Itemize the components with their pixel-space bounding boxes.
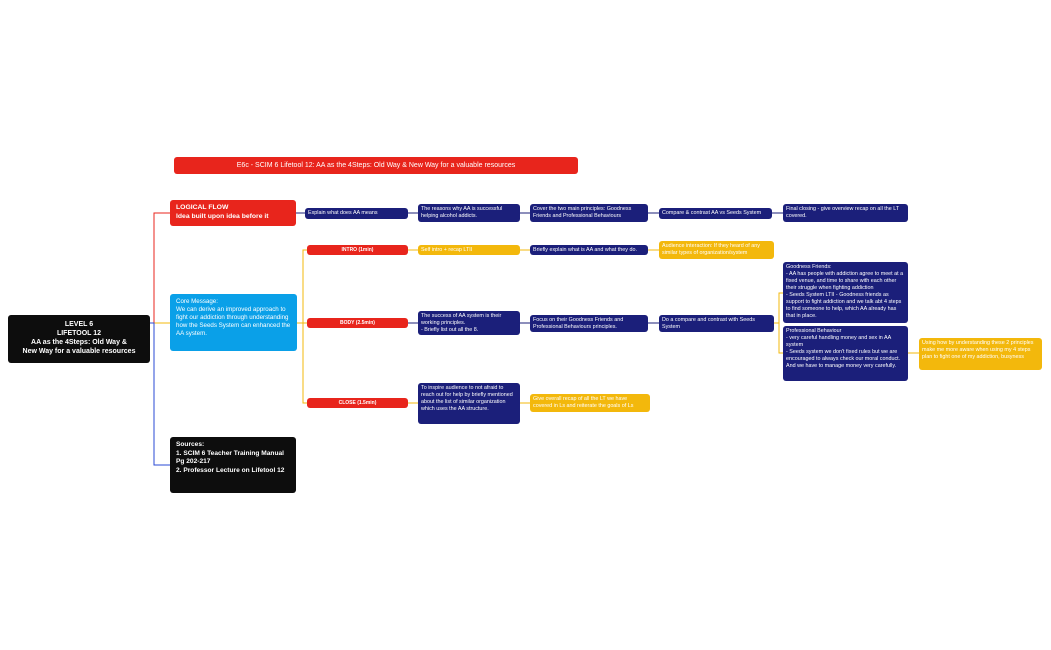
professional-behaviour-node[interactable]: Professional Behaviour - very careful handling money and sex in AA system - Seeds system we don't fixed rules but we are encouraged to always check our moral conduct. And we have to manage money very carefully. bbox=[783, 326, 908, 381]
body-success-principles[interactable]: The success of AA system is their working principles. - Briefly list out all the 8. bbox=[418, 311, 520, 335]
personal-reflection-note[interactable]: Using how by understanding these 2 principles make me more aware when using my 4 steps plan to fight one of my addiction, busyness bbox=[919, 338, 1042, 370]
intro-self-intro[interactable]: Self intro + recap LTII bbox=[418, 245, 520, 255]
sources-node[interactable]: Sources: 1. SCIM 6 Teacher Training Manual Pg 202-217 2. Professor Lecture on Lifetool 12 bbox=[170, 437, 296, 493]
intro-explain-aa[interactable]: Briefly explain what is AA and what they do. bbox=[530, 245, 648, 255]
flow-step-1[interactable]: Explain what does AA means bbox=[305, 208, 408, 219]
body-focus-principles[interactable]: Focus on their Goodness Friends and Professional Behaviours principles. bbox=[530, 315, 648, 332]
close-node[interactable]: CLOSE (1.5min) bbox=[307, 398, 408, 408]
body-node[interactable]: BODY (2.5min) bbox=[307, 318, 408, 328]
body-compare-contrast[interactable]: Do a compare and contrast with Seeds System bbox=[659, 315, 774, 332]
close-inspire-audience[interactable]: To inspire audience to not afraid to reach out for help by briefly mentioned about the list of similar organization which uses the AA structure. bbox=[418, 383, 520, 424]
flow-step-4[interactable]: Compare & contrast AA vs Seeds System bbox=[659, 208, 772, 219]
intro-audience-interaction[interactable]: Audience interaction: If they heard of any similar types of organization/system bbox=[659, 241, 774, 259]
logical-flow-node[interactable]: LOGICAL FLOW Idea built upon idea before it bbox=[170, 200, 296, 226]
core-message-node[interactable]: Core Message: We can derive an improved approach to fight our addiction through understanding how the Seeds System can enhanced the AA system. bbox=[170, 294, 297, 351]
goodness-friends-node[interactable]: Goodness Friends: - AA has people with addiction agree to meet at a fixed venue, and time to share with each other their struggle when fighting addiction - Seeds System LTII - Goodness friends as support to fight addiction and we talk abt 4 steps to find someone to help, which AA already has that in place. bbox=[783, 262, 908, 323]
map-title[interactable]: E6c - SCIM 6 Lifetool 12: AA as the 4Steps: Old Way & New Way for a valuable resources bbox=[174, 157, 578, 174]
flow-step-3[interactable]: Cover the two main principles: Goodness Friends and Professional Behaviours bbox=[530, 204, 648, 222]
flow-step-5[interactable]: Final closing - give overview recap on all the LT covered. bbox=[783, 204, 908, 222]
intro-node[interactable]: INTRO (1min) bbox=[307, 245, 408, 255]
close-overall-recap[interactable]: Give overall recap of all the LT we have covered in Ls and reiterate the goals of Ls bbox=[530, 394, 650, 412]
flow-step-2[interactable]: The reasons why AA is successful helping alcohol addicts. bbox=[418, 204, 520, 222]
root-node[interactable]: LEVEL 6 LIFETOOL 12 AA as the 4Steps: Old Way & New Way for a valuable resources bbox=[8, 315, 150, 363]
